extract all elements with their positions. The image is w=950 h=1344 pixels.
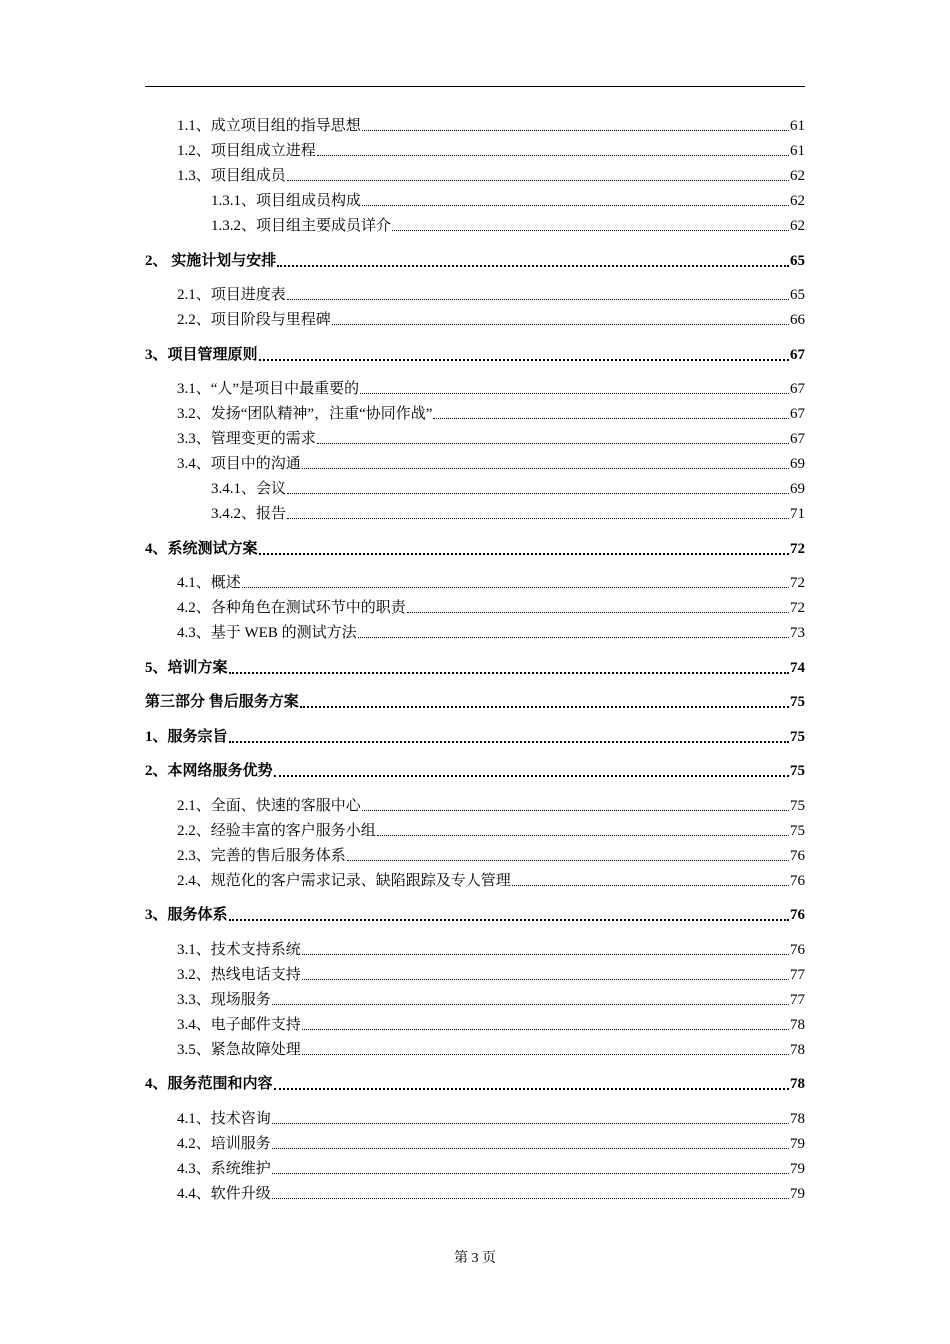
toc-entry-label: 3、项目管理原则 — [145, 346, 258, 363]
toc-entry-label: 3.4、电子邮件支持 — [177, 1016, 301, 1033]
toc-entry[interactable] — [145, 821, 805, 841]
toc-entry-page: 75 — [790, 797, 805, 814]
dot-leader — [347, 860, 789, 861]
toc-entry[interactable] — [145, 1134, 805, 1154]
toc-entry-page: 77 — [790, 966, 805, 983]
dot-leader — [287, 493, 789, 494]
dot-leader — [302, 1029, 789, 1030]
toc-entry-page: 61 — [790, 118, 805, 134]
toc-entry-page: 65 — [790, 287, 805, 303]
toc-entry-label: 4.3、基于 WEB 的测试方法 — [177, 625, 357, 641]
toc-entry[interactable] — [145, 454, 805, 474]
toc-entry-page: 66 — [790, 312, 805, 328]
toc-entry-label: 3.4.2、报告 — [211, 506, 287, 522]
toc-entry[interactable] — [145, 1109, 805, 1129]
toc-entry[interactable] — [145, 598, 805, 618]
toc-entry-page: 65 — [790, 252, 805, 269]
toc-entry[interactable] — [145, 796, 805, 816]
toc-entry-page: 67 — [790, 346, 805, 363]
toc-entry-page: 75 — [790, 763, 805, 779]
toc-entry-label: 2.3、完善的售后服务体系 — [177, 847, 346, 864]
toc-entry[interactable] — [145, 379, 805, 399]
dot-leader — [300, 706, 789, 708]
dot-leader — [259, 359, 789, 361]
toc-entry-page: 76 — [790, 847, 805, 864]
toc-entry-page: 61 — [790, 143, 805, 159]
toc-entry[interactable] — [145, 1040, 805, 1060]
toc-entry-label: 4.3、系统维护 — [177, 1160, 271, 1177]
toc-entry-label: 1.3、项目组成员 — [177, 168, 286, 184]
dot-leader — [392, 230, 789, 231]
dot-leader — [287, 299, 789, 300]
dot-leader — [274, 1088, 789, 1090]
toc-entry-page: 78 — [790, 1076, 805, 1092]
dot-leader — [229, 672, 789, 674]
dot-leader — [274, 775, 789, 777]
toc-entry-page: 75 — [790, 694, 805, 710]
dot-leader — [317, 155, 789, 156]
toc-entry-label: 2、 实施计划与安排 — [145, 252, 277, 269]
toc-entry-page: 71 — [790, 506, 805, 522]
toc-entry[interactable] — [145, 761, 805, 781]
toc-entry-label: 3、服务体系 — [145, 907, 228, 923]
toc-entry-label: 3.1、技术支持系统 — [177, 941, 301, 958]
toc-entry[interactable] — [145, 141, 805, 161]
dot-leader — [302, 979, 789, 980]
dot-leader — [360, 393, 789, 394]
dot-leader — [512, 885, 789, 886]
page-number-footer: 第 3 页 — [454, 1251, 496, 1266]
toc-entry-label: 2.2、经验丰富的客户服务小组 — [177, 822, 376, 839]
toc-entry-label: 2.4、规范化的客户需求记录、缺陷跟踪及专人管理 — [177, 872, 511, 889]
toc-entry[interactable] — [145, 285, 805, 305]
toc-entry[interactable] — [145, 1159, 805, 1179]
toc-entry-label: 2.1、项目进度表 — [177, 287, 286, 303]
toc-entry-label: 5、培训方案 — [145, 659, 228, 676]
toc-entry-label: 4、服务范围和内容 — [145, 1076, 273, 1092]
toc-entry-page: 72 — [790, 540, 805, 557]
dot-leader — [362, 205, 789, 206]
dot-leader — [242, 587, 789, 588]
toc-entry-page: 78 — [790, 1016, 805, 1033]
toc-entry[interactable] — [145, 166, 805, 186]
dot-leader — [287, 518, 789, 519]
dot-leader — [272, 1148, 789, 1149]
toc-entry-label: 1.3.2、项目组主要成员详介 — [211, 218, 392, 234]
dot-leader — [362, 810, 789, 811]
toc-entry-page: 74 — [790, 659, 805, 676]
toc-entry[interactable] — [145, 404, 805, 424]
toc-entry-label: 3.1、“人”是项目中最重要的 — [177, 381, 360, 397]
toc-entry[interactable] — [145, 1015, 805, 1035]
toc-entry[interactable] — [145, 1184, 805, 1204]
toc-entry[interactable] — [145, 965, 805, 985]
dot-leader — [259, 553, 789, 555]
toc-entry-page: 79 — [790, 1135, 805, 1152]
toc-entry-label: 1、服务宗旨 — [145, 728, 228, 745]
toc-entry-label: 2.1、全面、快速的客服中心 — [177, 797, 361, 814]
toc-entry[interactable] — [145, 940, 805, 960]
toc-entry-label: 2.2、项目阶段与里程碑 — [177, 312, 331, 328]
toc-entry[interactable] — [145, 191, 805, 211]
dot-leader — [362, 130, 789, 131]
toc-entry-label: 第三部分 售后服务方案 — [145, 694, 299, 710]
toc-entry-page: 72 — [790, 575, 805, 591]
toc-entry-page: 69 — [790, 481, 805, 497]
dot-leader — [317, 443, 789, 444]
toc-entry-page: 75 — [790, 822, 805, 839]
toc-entry-page: 76 — [790, 941, 805, 958]
dot-leader — [272, 1123, 789, 1124]
toc-entry-page: 78 — [790, 1041, 805, 1058]
toc-entry[interactable] — [145, 692, 805, 712]
toc-entry-label: 3.3、现场服务 — [177, 991, 271, 1008]
toc-entry-page: 75 — [790, 728, 805, 745]
toc-entry[interactable] — [145, 116, 805, 136]
toc-entry-label: 3.2、热线电话支持 — [177, 966, 301, 983]
toc-entry[interactable] — [145, 727, 805, 747]
toc-entry[interactable] — [145, 539, 805, 559]
dot-leader — [272, 1173, 789, 1174]
toc-entry-label: 4.2、各种角色在测试环节中的职责 — [177, 600, 406, 616]
toc-entry[interactable] — [145, 846, 805, 866]
header-rule — [145, 86, 805, 87]
dot-leader — [433, 418, 789, 419]
toc-entry-page: 73 — [790, 625, 805, 641]
toc-entry-label: 2、本网络服务优势 — [145, 763, 273, 779]
dot-leader — [302, 468, 789, 469]
dot-leader — [277, 265, 789, 267]
toc-entry-page: 67 — [790, 406, 805, 422]
toc-entry[interactable] — [145, 310, 805, 330]
dot-leader — [229, 919, 789, 921]
toc-entry[interactable] — [145, 429, 805, 449]
toc-entry[interactable] — [145, 990, 805, 1010]
toc-entry[interactable] — [145, 479, 805, 499]
toc-entry[interactable] — [145, 623, 805, 643]
dot-leader — [407, 612, 789, 613]
toc-entry-page: 67 — [790, 381, 805, 397]
toc-entry-label: 1.3.1、项目组成员构成 — [211, 193, 362, 209]
dot-leader — [272, 1004, 789, 1005]
dot-leader — [229, 741, 789, 743]
dot-leader — [287, 180, 789, 181]
toc-entry-label: 3.2、发扬“团队精神”，注重“协同作战” — [177, 406, 433, 422]
toc-entry-page: 76 — [790, 907, 805, 923]
toc-entry[interactable] — [145, 905, 805, 925]
toc-entry-page: 76 — [790, 872, 805, 889]
toc-entry[interactable] — [145, 573, 805, 593]
toc-entry-label: 3.4.1、会议 — [211, 481, 287, 497]
toc-entry-label: 3.4、项目中的沟通 — [177, 456, 301, 472]
toc-entry-page: 72 — [790, 600, 805, 616]
toc-entry-label: 4.2、培训服务 — [177, 1135, 271, 1152]
toc-entry-label: 4.4、软件升级 — [177, 1185, 271, 1202]
toc-entry-label: 3.3、管理变更的需求 — [177, 431, 316, 447]
toc-entry-page: 77 — [790, 991, 805, 1008]
toc-entry-label: 3.5、紧急故障处理 — [177, 1041, 301, 1058]
toc-entry-label: 1.2、项目组成立进程 — [177, 143, 316, 159]
toc-entry[interactable] — [145, 251, 805, 271]
toc-entry-label: 4.1、技术咨询 — [177, 1110, 271, 1127]
toc-entry-label: 1.1、成立项目组的指导思想 — [177, 118, 361, 134]
toc-entry-page: 62 — [790, 193, 805, 209]
toc-entry[interactable] — [145, 658, 805, 678]
dot-leader — [358, 637, 789, 638]
dot-leader — [302, 1054, 789, 1055]
dot-leader — [332, 324, 789, 325]
toc-entry[interactable] — [145, 871, 805, 891]
toc-entry-label: 4.1、概述 — [177, 575, 241, 591]
toc-entry-page: 62 — [790, 168, 805, 184]
dot-leader — [302, 954, 789, 955]
dot-leader — [377, 835, 789, 836]
toc-entry[interactable] — [145, 1074, 805, 1094]
toc-entry-page: 78 — [790, 1110, 805, 1127]
toc-entry[interactable] — [145, 345, 805, 365]
toc-entry-page: 62 — [790, 218, 805, 234]
toc-entry-label: 4、系统测试方案 — [145, 540, 258, 557]
toc-entry-page: 79 — [790, 1185, 805, 1202]
toc-entry[interactable] — [145, 216, 805, 236]
dot-leader — [272, 1198, 789, 1199]
toc-entry[interactable] — [145, 504, 805, 524]
toc-entry-page: 67 — [790, 431, 805, 447]
toc-entry-page: 69 — [790, 456, 805, 472]
toc-entry-page: 79 — [790, 1160, 805, 1177]
